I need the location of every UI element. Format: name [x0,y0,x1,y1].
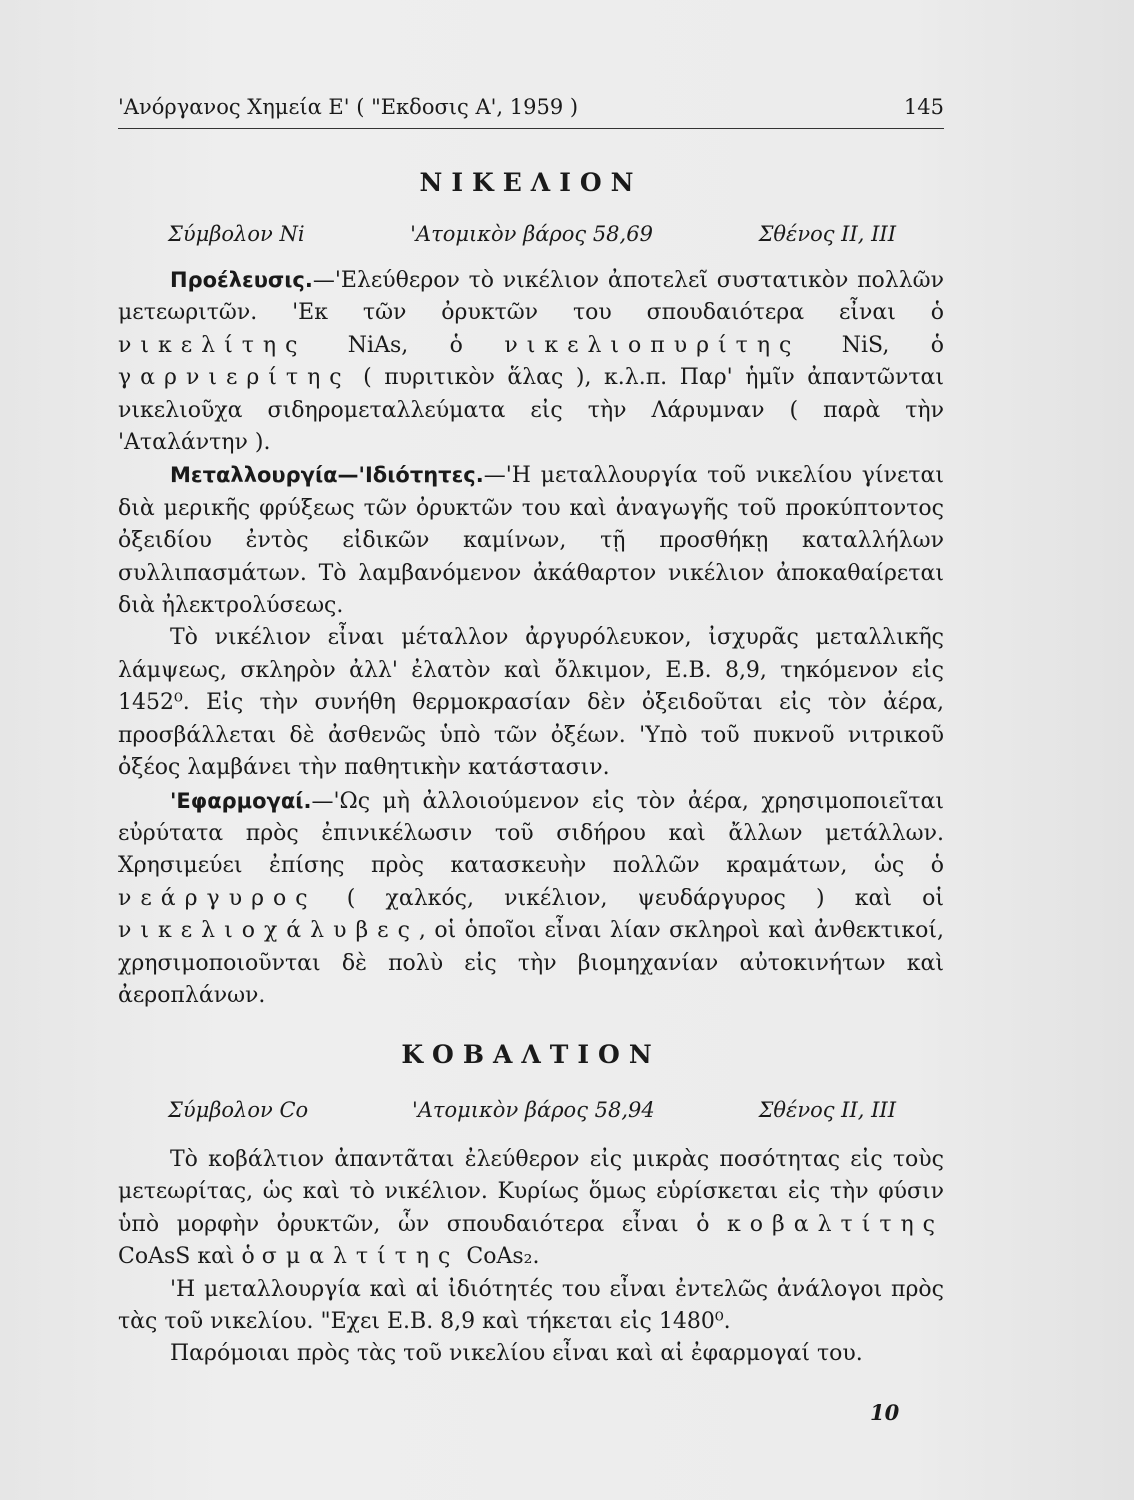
paragraph-cobalt-occurrence [118,1144,944,1274]
text: ( πυριτικὸν ἅλας ), κ.λ.π. Παρ' ἡμῖν ἀπαντῶνται νικελιοῦχα σιδηρομεταλλεύματα εἰς τὴν Λάρυμναν ( παρὰ τὴν 'Αταλάντην ). [118,365,944,456]
section-title-nickel: ΝΙΚΕΛΙΟΝ [419,168,643,197]
heading-origin: Προέλευσις. [170,268,313,292]
mineral-name: σμαλτίτης [261,1244,460,1270]
cobalt-properties [168,1098,896,1122]
heading-metallurgy: Μεταλλουργία—'Ιδιότητες. [170,463,484,488]
paragraph-cobalt-properties: 'Η μεταλλουργία καὶ αἱ ἰδιότητές του εἶναι ἐντελῶς ἀνάλογοι πρὸς τὰς τοῦ νικελίου. "Εχει Ε.Β. 8,9 καὶ τήκεται εἰς 1480⁰. [118,1276,944,1335]
heading-applications: 'Εφαρμογαί. [170,788,312,813]
signature-mark: 10 [870,1400,900,1425]
paragraph-origin [118,264,944,459]
running-title: 'Ανόργανος Χημεία Ε' ( "Εκδοσις Α', 1959 ) [118,95,579,119]
nickel-body [118,264,944,1012]
text: NiS, ὁ [800,332,944,358]
paragraph-metallurgy [118,459,944,622]
paragraph-properties: Τὸ νικέλιον εἶναι μέταλλον ἀργυρόλευκον, ἰσχυρᾶς μεταλλικῆς λάμψεως, σκληρὸν ἀλλ' ἐλατὸν καὶ ὄλκιμον, Ε.Β. 8,9, τηκόμενον εἰς 1452⁰. Εἰς τὴν συνήθη θερμοκρασίαν δὲν ὀξειδοῦται εἰς τὸν ἀέρα, προσβάλλεται δὲ ἀσθενῶς ὑπὸ τῶν ὀξέων. 'Υπὸ τοῦ πυκνοῦ νιτρικοῦ ὀξέος λαμβάνει τὴν παθητικὴν κατάστασιν. [118,625,944,781]
mineral-name: κοβαλτίτης [727,1211,944,1237]
text: , οἱ ὁποῖοι εἶναι λίαν σκληροὶ καὶ ἀνθεκτικοί, χρησιμοποιοῦνται δὲ πολὺ εἰς τὴν βιομηχανίαν αὐτοκινήτων καὶ ἀεροπλάνων. [118,918,944,1008]
mineral-name: γαρνιερίτης [118,365,351,391]
nickel-valence: Σθένος II, III [758,222,896,246]
text: —'Ως μὴ ἀλλοιούμενον εἰς τὸν ἀέρα, χρησιμοποιεῖται εὐρύτατα πρὸς ἐπινικέλωσιν τοῦ σιδήρου καὶ ἄλλων μετάλλων. Χρησιμεύει ἐπίσης πρὸς κατασκευὴν πολλῶν κραμάτων, ὡς ὁ [118,788,944,879]
section-title-cobalt: ΚΟΒΑΛΤΙΟΝ [401,1040,661,1069]
paragraph-applications [118,785,944,1013]
alloy-name: νικελιοχάλυβες [118,918,419,944]
text: —'Ελεύθερον τὸ νικέλιον ἀποτελεῖ συστατικὸν πολλῶν μετεωριτῶν. 'Εκ τῶν ὀρυκτῶν του σπουδαιότερα εἶναι ὁ [118,268,944,326]
paragraph-cobalt-applications: Παρόμοιαι πρὸς τὰς τοῦ νικελίου εἶναι καὶ αἱ ἐφαρμογαί του. [170,1341,863,1367]
text: —'Η μεταλλουργία τοῦ νικελίου γίνεται διὰ μερικῆς φρύξεως τῶν ὀρυκτῶν του καὶ ἀναγωγῆς τοῦ προκύπτοντος ὀξειδίου ἐντὸς εἰδικῶν καμίνων, τῇ προσθήκῃ καταλλήλων συλλιπασμάτων. Τὸ λαμβανόμενον ἀκάθαρτον νικέλιον ἀποκαθαίρεται διὰ ἠλεκτρολύσεως. [118,463,944,619]
cobalt-body [118,1144,944,1371]
text: Τὸ κοβάλτιον ἀπαντᾶται ἐλεύθερον εἰς μικρὰς ποσότητας εἰς τοὺς μετεωρίτας, ὡς καὶ τὸ νικέλιον. Κυρίως ὅμως εὑρίσκεται εἰς τὴν φύσιν ὑπὸ μορφὴν ὀρυκτῶν, ὧν σπουδαιότερα εἶναι ὁ [118,1147,944,1237]
mineral-name: νικελίτης [118,332,307,358]
nickel-properties [168,222,896,246]
text: NiAs, ὁ [306,332,505,358]
mineral-name: νικελιοπυρίτης [504,332,801,358]
text: CoAsS καὶ ὁ [118,1244,262,1270]
running-header [118,95,944,119]
text: ( χαλκός, νικέλιον, ψευδάργυρος ) καὶ οἱ [316,885,944,911]
nickel-atomic-weight: 'Ατομικὸν βάρος 58,69 [410,222,653,246]
header-rule [118,128,944,129]
cobalt-symbol: Σύμβολον Co [168,1098,309,1122]
page-number: 145 [903,95,944,119]
text: CoAs₂. [459,1244,540,1270]
cobalt-valence: Σθένος II, III [758,1098,896,1122]
cobalt-atomic-weight: 'Ατομικὸν βάρος 58,94 [411,1098,655,1122]
nickel-symbol: Σύμβολον Ni [168,222,305,246]
alloy-name: νεάργυρος [118,885,317,911]
